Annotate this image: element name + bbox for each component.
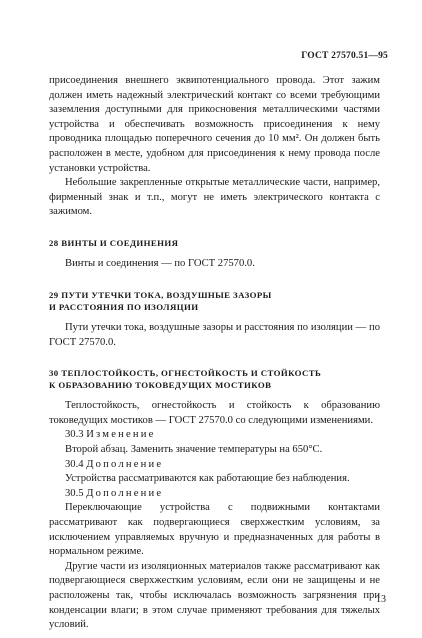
section-29-text: Пути утечки тока, воздушные зазоры и расстояния по изоляции — по ГОСТ 27570.0.	[49, 322, 380, 348]
clause-30-3-number: 30.3	[65, 429, 84, 441]
clause-30-5-text-1: Переключающие устройства с подвижными контактами рассматривают как подвергающиеся сверхжестким условиям, за исключением управляемых вручную и предназначенных для работы в нормальном режиме.	[49, 502, 380, 558]
clause-30-4-heading	[49, 458, 380, 473]
clause-30-5-text-2: Другие части из изоляционных материалов также рассматривают как подвергающиеся сверхжестким условиям, если они не защищены и не расположены так, чтобы исключалась возможность загрязнения при конденсации влаги; в этом случае применяют требования для тяжелых условий.	[49, 560, 380, 631]
paragraph-continuation: присоединения внешнего эквипотенциального провода. Этот зажим должен иметь надежный электрический контакт со всеми требующими заземления доступными для прикосновения металлическими частями устройства и обеспечивать возможность присоединения к нему проводника площадью поперечного сечения до 10 мм². Он должен быть расположен в месте, удобном для присоединения к нему провода после установки устройства.	[49, 75, 380, 174]
clause-30-3-label: Изменение	[86, 429, 156, 441]
section-28-title: 28 ВИНТЫ И СОЕДИНЕНИЯ	[49, 237, 179, 248]
clause-30-5-heading	[49, 487, 380, 502]
clause-30-3-heading	[49, 428, 380, 443]
section-28-text: Винты и соединения — по ГОСТ 27570.0.	[65, 258, 255, 270]
section-30-title-line2: К ОБРАЗОВАНИЮ ТОКОВЕДУЩИХ МОСТИКОВ	[49, 379, 272, 390]
clause-30-3-text: Второй абзац. Заменить значение температуры на 650°С.	[65, 444, 323, 455]
section-29-title-line2: И РАССТОЯНИЯ ПО ИЗОЛЯЦИИ	[49, 301, 199, 312]
clause-30-4-text: Устройства рассматриваются как работающие без наблюдения.	[65, 473, 350, 485]
paragraph-small-parts: Небольшие закрепленные открытые металлические части, например, фирменный знак и т.п., могут не иметь электрического контакта с зажимом.	[49, 177, 380, 218]
clause-30-5-label: Дополнение	[86, 487, 164, 499]
clause-30-4-number: 30.4	[65, 458, 84, 470]
section-30-title-line1: 30 ТЕПЛОСТОЙКОСТЬ, ОГНЕСТОЙКОСТЬ И СТОЙКОСТЬ	[49, 368, 322, 379]
clause-30-5-number: 30.5	[65, 487, 84, 499]
page-number: 13	[376, 594, 386, 605]
section-29-title-line1: 29 ПУТИ УТЕЧКИ ТОКА, ВОЗДУШНЫЕ ЗАЗОРЫ	[49, 290, 272, 301]
document-body	[49, 74, 380, 633]
standard-header: ГОСТ 27570.51—95	[301, 51, 388, 61]
section-30-intro: Теплостойкость, огнестойкость и стойкость к образованию токоведущих мостиков — ГОСТ 27570.0 со следующими изменениями.	[49, 400, 380, 426]
clause-30-4-label: Дополнение	[86, 458, 164, 470]
